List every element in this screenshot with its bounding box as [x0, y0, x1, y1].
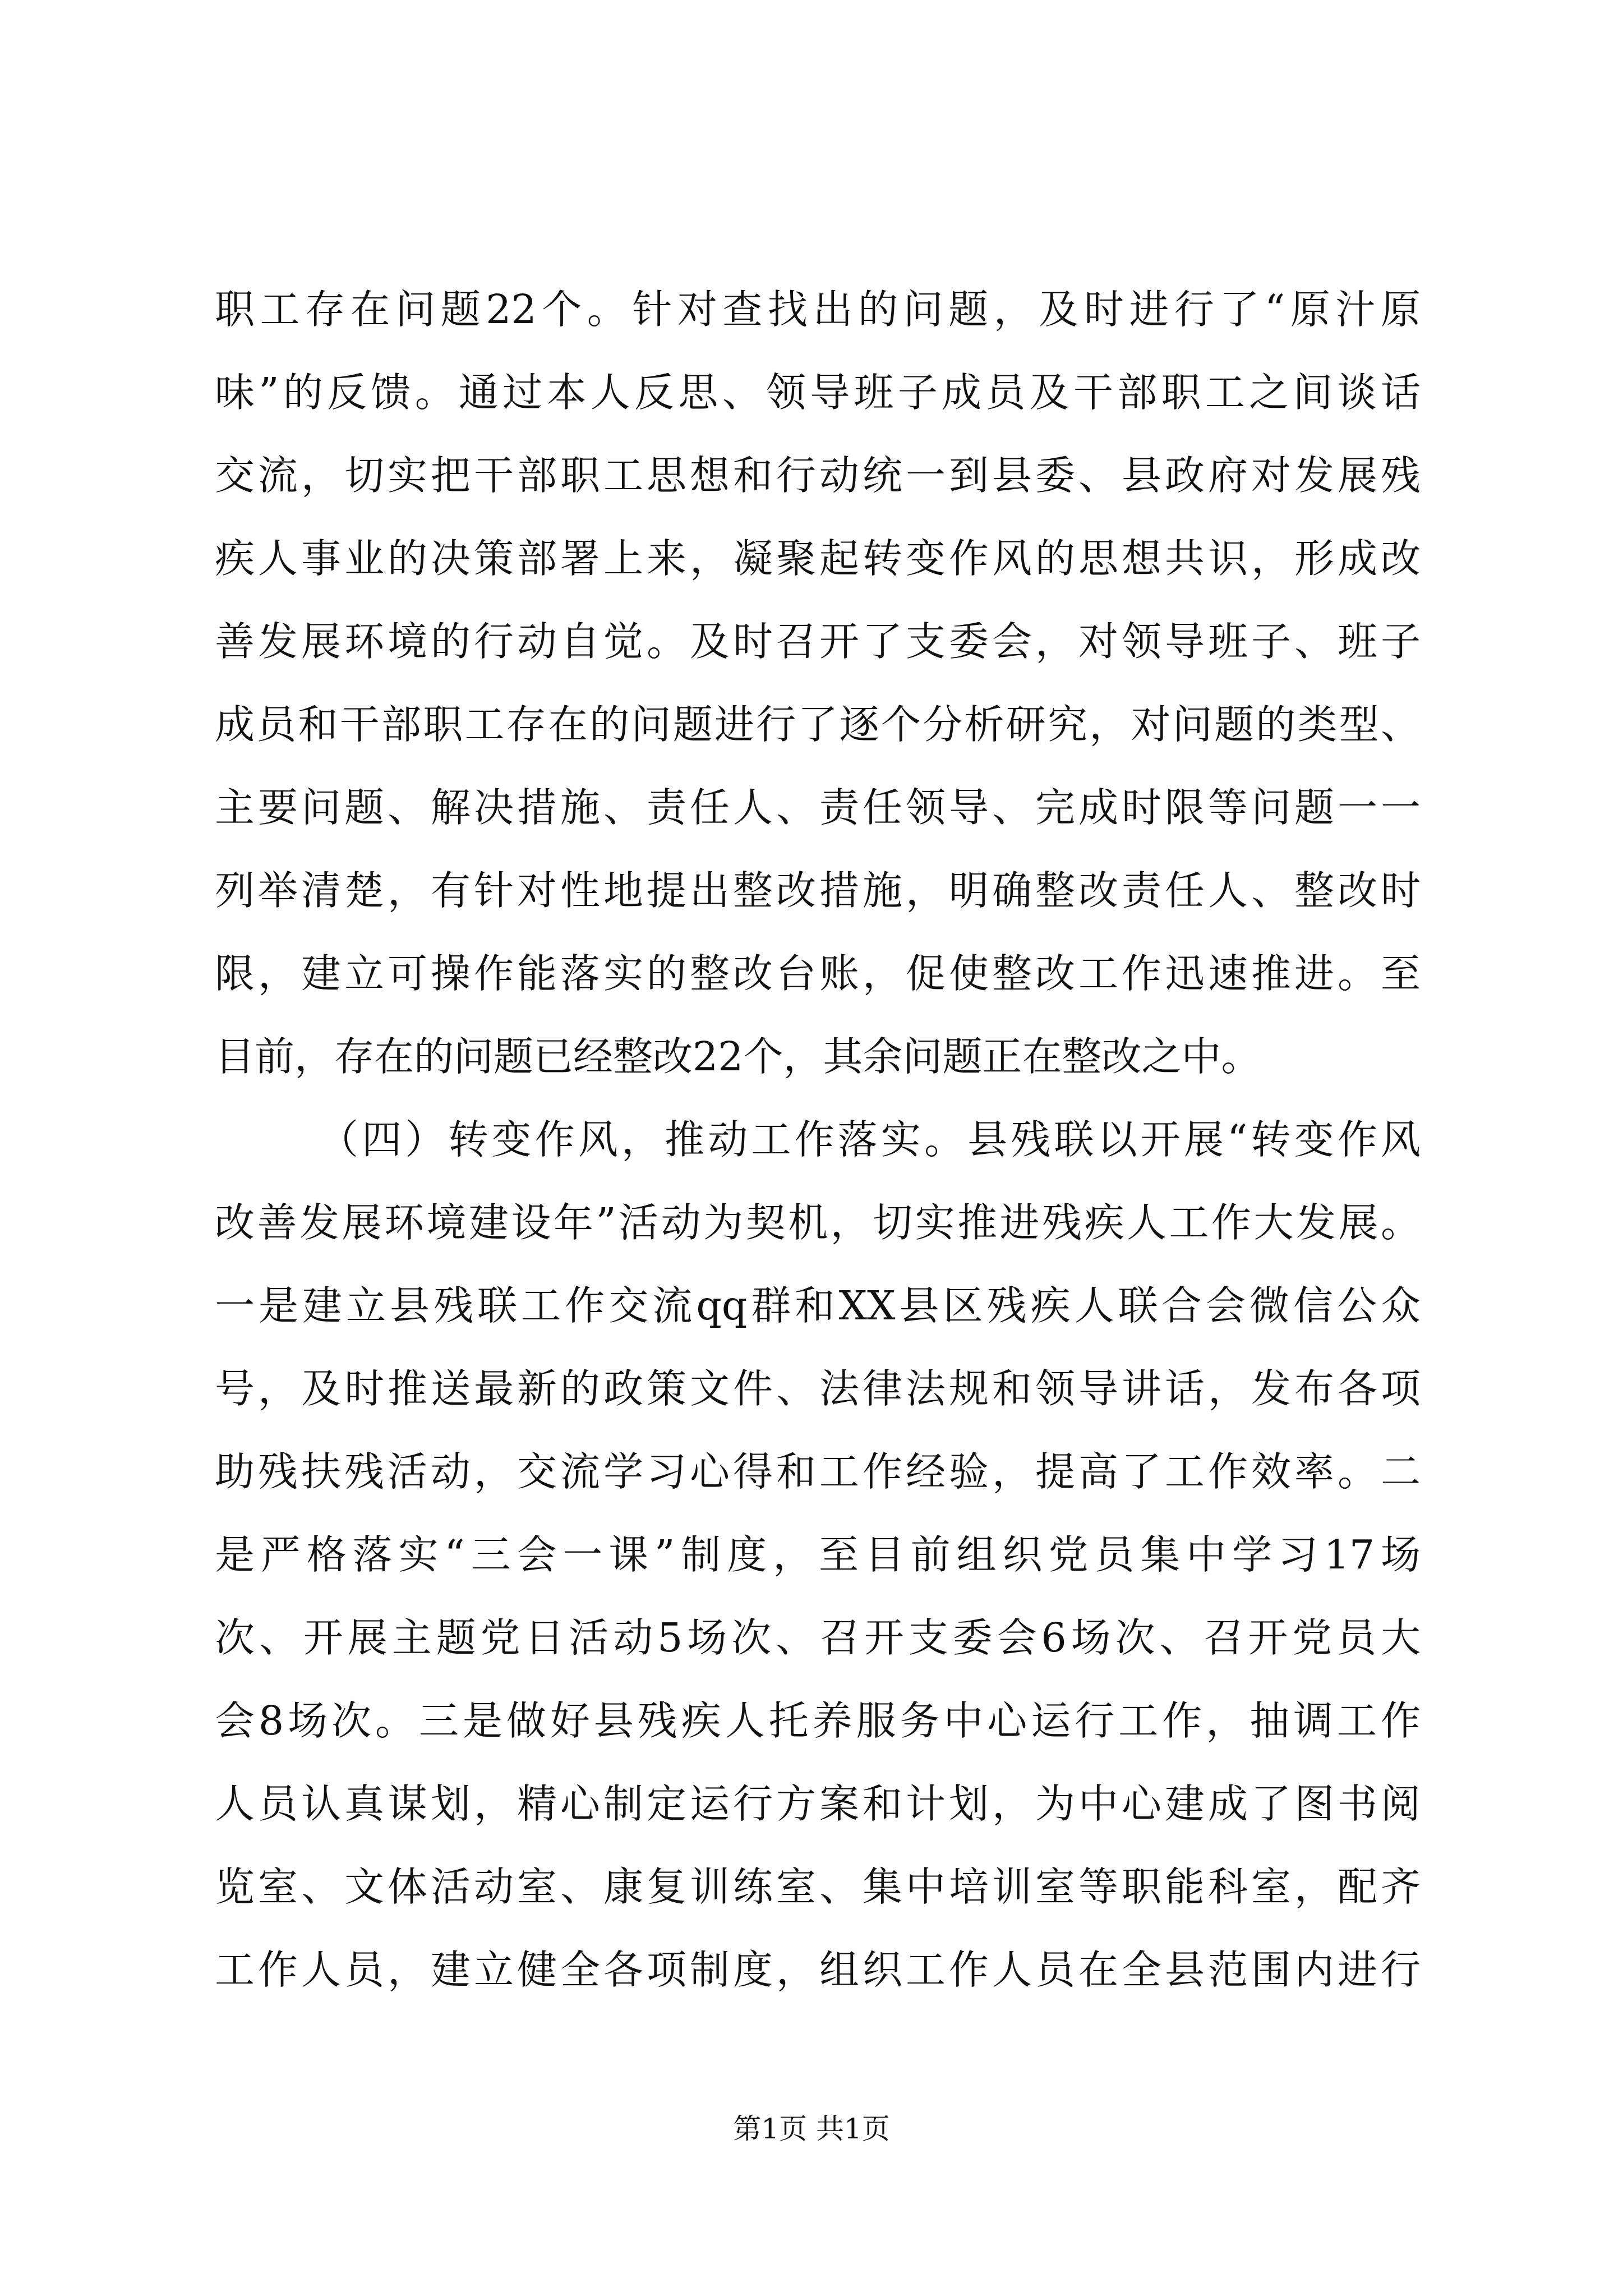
- text-line: 目前，存在的问题已经整改22个，其余问题正在整改之中。: [215, 1033, 1261, 1080]
- text-line: 览室、文体活动室、康复训练室、集中培训室等职能科室，配齐: [215, 1864, 1421, 1910]
- body-text: [215, 268, 1421, 2012]
- text-line: 交流，切实把干部职工思想和行动统一到县委、县政府对发展残: [215, 452, 1421, 499]
- text-line: 列举清楚，有针对性地提出整改措施，明确整改责任人、整改时: [215, 867, 1421, 914]
- text-line: 会8场次。三是做好县残疾人托养服务中心运行工作，抽调工作: [215, 1697, 1421, 1744]
- text-line: 主要问题、解决措施、责任人、责任领导、完成时限等问题一一: [215, 784, 1421, 831]
- text-line: 一是建立县残联工作交流qq群和XX县区残疾人联合会微信公众: [215, 1282, 1421, 1329]
- text-line: 助残扶残活动，交流学习心得和工作经验，提高了工作效率。二: [215, 1448, 1421, 1495]
- page-footer: [0, 2112, 1623, 2146]
- text-line: 成员和干部职工存在的问题进行了逐个分析研究，对问题的类型、: [215, 701, 1421, 748]
- page-number: 第1页 共1页: [733, 2113, 890, 2145]
- text-line: 职工存在问题22个。针对查找出的问题，及时进行了“原汁原: [215, 286, 1421, 333]
- section-heading-line: （四）转变作风，推动工作落实。县残联以开展“转变作风: [319, 1116, 1421, 1163]
- text-line: 次、开展主题党日活动5场次、召开支委会6场次、召开党员大: [215, 1614, 1421, 1661]
- text-line: 人员认真谋划，精心制定运行方案和计划，为中心建成了图书阅: [215, 1780, 1421, 1827]
- text-line: 改善发展环境建设年”活动为契机，切实推进残疾人工作大发展。: [215, 1199, 1421, 1246]
- text-line: 味”的反馈。通过本人反思、领导班子成员及干部职工之间谈话: [215, 369, 1421, 416]
- text-line: 工作人员，建立健全各项制度，组织工作人员在全县范围内进行: [215, 1947, 1421, 1993]
- text-line: 疾人事业的决策部署上来，凝聚起转变作风的思想共识，形成改: [215, 535, 1421, 582]
- text-line: 是严格落实“三会一课”制度，至目前组织党员集中学习17场: [215, 1531, 1421, 1578]
- text-line: 限，建立可操作能落实的整改台账，促使整改工作迅速推进。至: [215, 950, 1421, 997]
- text-line: 善发展环境的行动自觉。及时召开了支委会，对领导班子、班子: [215, 618, 1421, 665]
- text-line: 号，及时推送最新的政策文件、法律法规和领导讲话，发布各项: [215, 1365, 1421, 1412]
